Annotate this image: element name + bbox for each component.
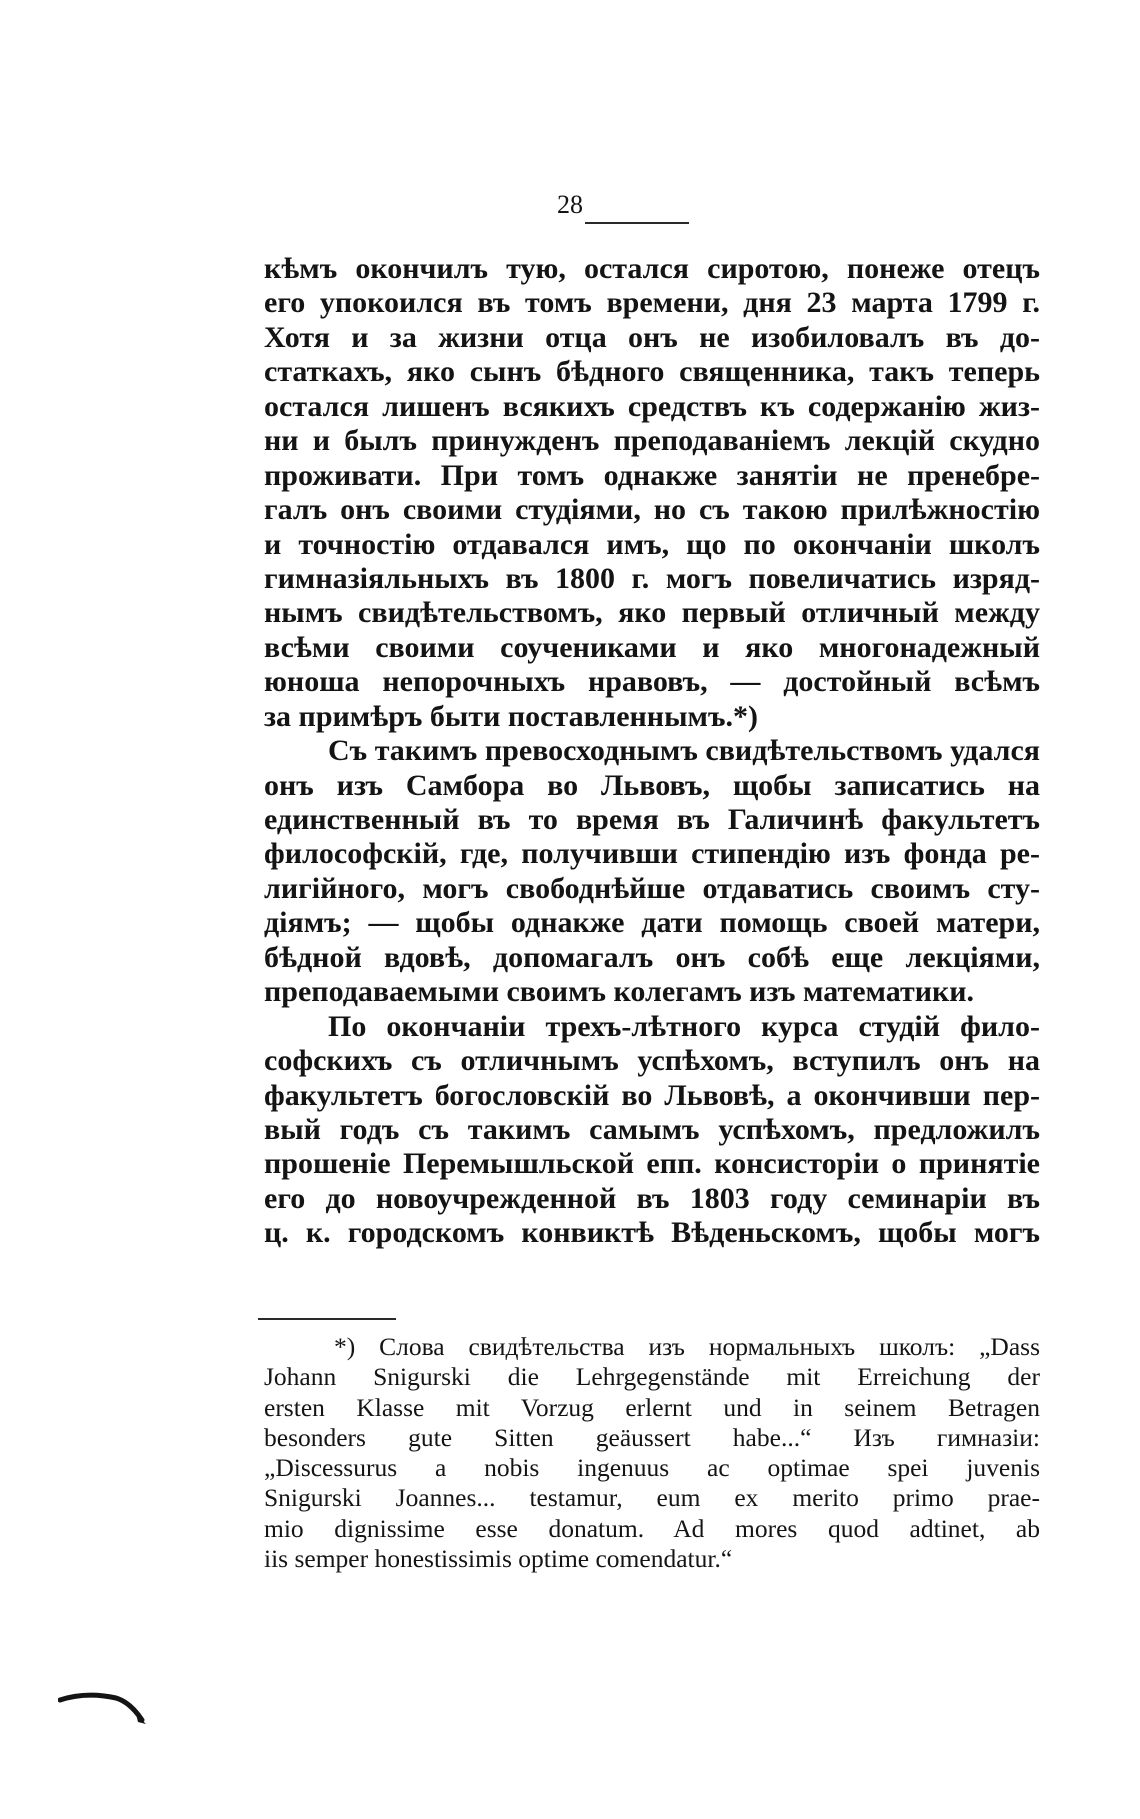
body-line: остался лишенъ всякихъ средствъ къ содержанію жиз- bbox=[264, 389, 1040, 423]
body-line: онъ изъ Самбора во Львовъ, щобы записатись на bbox=[264, 768, 1040, 802]
footnote-line: ersten Klasse mit Vorzug erlernt und in seinem Betragen bbox=[264, 1392, 1040, 1422]
body-line: нымъ свидѣтельствомъ, яко первый отличный между bbox=[264, 596, 1040, 630]
footnote-line: mio dignissime esse donatum. Ad mores quod adtinet, ab bbox=[264, 1513, 1040, 1543]
body-line: философскій, где, получивши стипендію изъ фонда ре- bbox=[264, 837, 1040, 871]
body-line: проживати. При томъ однакже занятіи не пренебре- bbox=[264, 458, 1040, 492]
body-line: гимназіяльныхъ въ 1800 г. могъ повеличатись изряд- bbox=[264, 561, 1040, 595]
body-line: его до новоучрежденной въ 1803 году семинаріи въ bbox=[264, 1181, 1040, 1215]
footnote-line: *) Слова свидѣтельства изъ нормальныхъ школъ: „Dass bbox=[334, 1332, 1040, 1361]
page-number-rule bbox=[585, 222, 689, 224]
body-line: ни и былъ принужденъ преподаваніемъ лекцій скудно bbox=[264, 424, 1040, 458]
body-line: ц. к. городскомъ конвиктѣ Вѣденьскомъ, щобы могъ bbox=[264, 1216, 1040, 1250]
footnote-line: „Discessurus a nobis ingenuus ac optimae spei juvenis bbox=[264, 1453, 1040, 1482]
body-line: галъ онъ своими студіями, но съ такою прилѣжностію bbox=[264, 493, 1040, 527]
body-line: Хотя и за жизни отца онъ не изобиловалъ въ до- bbox=[264, 320, 1040, 354]
body-line: преподаваемыми своимъ колегамъ изъ математики. bbox=[264, 975, 975, 1009]
body-line: вый годъ съ такимъ самымъ успѣхомъ, предложилъ bbox=[264, 1112, 1040, 1146]
body-line: факультетъ богословскій во Львовѣ, а окончивши пер- bbox=[264, 1078, 1040, 1112]
footnote-rule bbox=[258, 1318, 396, 1320]
footnote-line: besonders gute Sitten geäussert habe...“ Изъ гимназіи: bbox=[264, 1422, 1040, 1452]
body-line: прошеніе Перемышльской епп. консисторіи о принятіе bbox=[264, 1147, 1040, 1181]
body-line: за примѣръ быти поставленнымъ.*) bbox=[264, 699, 758, 733]
body-line: софскихъ съ отличнымъ успѣхомъ, вступилъ онъ на bbox=[264, 1044, 1040, 1078]
margin-hook-mark bbox=[58, 1688, 148, 1728]
body-line: и точностію отдавался имъ, що по окончаніи школъ bbox=[264, 527, 1040, 561]
body-line: юноша непорочныхъ нравовъ, — достойный всѣмъ bbox=[264, 665, 1040, 699]
footnote-line: iis semper honestissimis optime comendatur.“ bbox=[264, 1543, 733, 1573]
page-number: 28 bbox=[557, 190, 583, 219]
body-text bbox=[264, 252, 1040, 1251]
body-line: По окончаніи трехъ-лѣтного курса студій фило- bbox=[328, 1009, 1040, 1043]
body-line: единственный въ то время въ Галичинѣ факультетъ bbox=[264, 803, 1040, 836]
footnote bbox=[264, 1332, 1040, 1574]
body-line: діямъ; — щобы однакже дати помощь своей матери, bbox=[264, 906, 1040, 940]
body-line: бѣдной вдовѣ, допомагалъ онъ собѣ еще лекціями, bbox=[264, 940, 1040, 974]
body-line: Съ такимъ превосходнымъ свидѣтельствомъ удался bbox=[328, 734, 1040, 768]
body-line: его упокоился въ томъ времени, дня 23 марта 1799 г. bbox=[264, 286, 1040, 320]
body-line: кѣмъ окончилъ тую, остался сиротою, понеже отецъ bbox=[264, 252, 1040, 285]
footnote-line: Johann Snigurski die Lehrgegenstände mit Erreichung der bbox=[264, 1362, 1040, 1392]
body-line: лигійного, могъ свободнѣйше отдаватись своимъ сту- bbox=[264, 871, 1040, 905]
body-line: статкахъ, яко сынъ бѣдного священника, такъ теперь bbox=[264, 355, 1040, 389]
body-line: всѣми своими соучениками и яко многонадежный bbox=[264, 630, 1040, 664]
footnote-line: Snigurski Joannes... testamur, eum ex merito primo prae- bbox=[264, 1483, 1040, 1513]
